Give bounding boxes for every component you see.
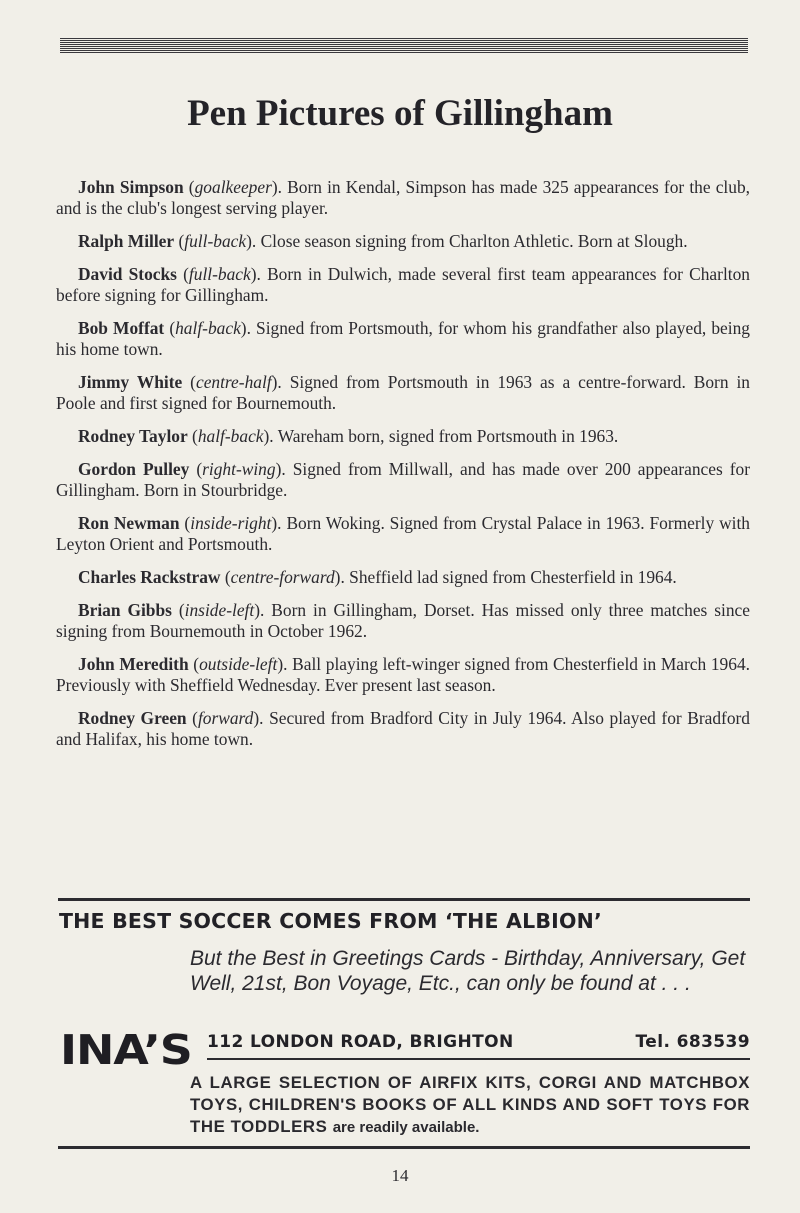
address-rule <box>207 1058 750 1060</box>
player-position: full-back <box>184 231 247 251</box>
player-text: Born in Kendal, Simpson has made 325 appearances for the club, and is the club's longest serving player. <box>56 177 750 218</box>
ad-bottom-rule <box>58 1146 750 1149</box>
shop-telephone: Tel. 683539 <box>635 1032 750 1052</box>
player-name: Bob Moffat <box>78 318 165 338</box>
player-position: centre-half <box>195 372 272 392</box>
shop-address: 112 LONDON ROAD, BRIGHTON <box>207 1032 514 1052</box>
player-bio: John Simpson (goalkeeper). Born in Kendal, Simpson has made 325 appearances for the club, and is the club's longest serving player. <box>56 177 750 218</box>
player-bio: Brian Gibbs (inside-left). Born in Gillingham, Dorset. Has missed only three matches since signing from Bournemouth in October 1962. <box>56 600 750 641</box>
player-name: Rodney Green <box>78 708 187 728</box>
player-bio: Rodney Taylor (half-back). Wareham born, signed from Portsmouth in 1963. <box>78 426 619 446</box>
player-text: Born in Dulwich, made several first team appearances for Charlton before signing for Gillingham. <box>56 264 750 305</box>
player-bio: Gordon Pulley (right-wing). Signed from Millwall, and has made over 200 appearances for Gillingham. Born in Stourbridge. <box>56 459 751 500</box>
player-bio: Ralph Miller (full-back). Close season signing from Charlton Athletic. Born at Slough. <box>78 231 688 251</box>
top-rule <box>60 38 748 54</box>
player-text: Secured from Bradford City in July 1964. Also played for Bradford and Halifax, his home town. <box>56 708 750 749</box>
player-text: Signed from Portsmouth, for whom his grandfather also played, being his home town. <box>56 318 750 359</box>
player-position: forward <box>197 708 254 728</box>
player-position: half-back <box>175 318 241 338</box>
player-position: outside-left <box>199 654 278 674</box>
player-bios <box>56 177 750 762</box>
player-position: goalkeeper <box>194 177 272 197</box>
player-name: Charles Rackstraw <box>78 567 221 587</box>
player-bio: Ron Newman (inside-right). Born Woking. Signed from Crystal Palace in 1963. Formerly with Leyton Orient and Portsmouth. <box>56 513 751 554</box>
player-text: Born Woking. Signed from Crystal Palace in 1963. Formerly with Leyton Orient and Portsmouth. <box>56 513 751 554</box>
player-bio: Charles Rackstraw (centre-forward). Sheffield lad signed from Chesterfield in 1964. <box>78 567 677 587</box>
player-text: Wareham born, signed from Portsmouth in 1963. <box>277 426 619 446</box>
player-position: right-wing <box>202 459 276 479</box>
player-bio: David Stocks (full-back). Born in Dulwich, made several first team appearances for Charlton before signing for Gillingham. <box>56 264 750 305</box>
ad-toys <box>190 1072 750 1139</box>
page-title: Pen Pictures of Gillingham <box>187 93 613 134</box>
player-text: Close season signing from Charlton Athletic. Born at Slough. <box>260 231 688 251</box>
player-name: John Meredith <box>78 654 189 674</box>
player-name: Brian Gibbs <box>78 600 172 620</box>
player-text: Born in Gillingham, Dorset. Has missed only three matches since signing from Bournemouth in October 1962. <box>56 600 750 641</box>
player-name: David Stocks <box>78 264 177 284</box>
player-name: Jimmy White <box>78 372 183 392</box>
player-name: Ralph Miller <box>78 231 175 251</box>
player-text: Signed from Millwall, and has made over 200 appearances for Gillingham. Born in Stourbridge. <box>56 459 751 500</box>
player-text: Signed from Portsmouth in 1963 as a centre-forward. Born in Poole and first signed for Bournemouth. <box>56 372 750 413</box>
player-text: Sheffield lad signed from Chesterfield in 1964. <box>349 567 677 587</box>
player-bio: Bob Moffat (half-back). Signed from Portsmouth, for whom his grandfather also played, being his home town. <box>56 318 750 359</box>
player-position: inside-left <box>184 600 255 620</box>
player-position: half-back <box>197 426 264 446</box>
ad-greetings: But the Best in Greetings Cards - Birthday, Anniversary, Get Well, 21st, Bon Voyage, Etc., can only be found at . . . <box>190 947 746 995</box>
player-text: Ball playing left-winger signed from Chesterfield in March 1964. Previously with Sheffield Wednesday. Ever present last season. <box>56 654 750 695</box>
shop-logo: INA’S <box>60 1026 192 1074</box>
ad-headline: THE BEST SOCCER COMES FROM ‘THE ALBION’ <box>59 909 602 933</box>
player-name: Gordon Pulley <box>78 459 190 479</box>
player-position: inside-right <box>190 513 272 533</box>
player-bio: Rodney Green (forward). Secured from Bradford City in July 1964. Also played for Bradford and Halifax, his home town. <box>56 708 750 749</box>
player-bio: John Meredith (outside-left). Ball playing left-winger signed from Chesterfield in March 1964. Previously with Sheffield Wednesday. Ever present last season. <box>56 654 750 695</box>
ad-toys-main: A LARGE SELECTION OF AIRFIX KITS, CORGI AND MATCHBOX TOYS, CHILDREN'S BOOKS OF ALL KINDS AND SOFT TOYS FOR THE TODDLERS <box>190 1073 750 1136</box>
ad-top-rule <box>58 898 750 901</box>
player-position: centre-forward <box>230 567 335 587</box>
player-name: John Simpson <box>78 177 184 197</box>
ad-toys-small: are readily available. <box>332 1119 480 1136</box>
page-number: 14 <box>391 1166 409 1185</box>
player-position: full-back <box>188 264 251 284</box>
player-name: Ron Newman <box>78 513 180 533</box>
player-name: Rodney Taylor <box>78 426 188 446</box>
player-bio: Jimmy White (centre-half). Signed from Portsmouth in 1963 as a centre-forward. Born in Poole and first signed for Bournemouth. <box>56 372 750 413</box>
